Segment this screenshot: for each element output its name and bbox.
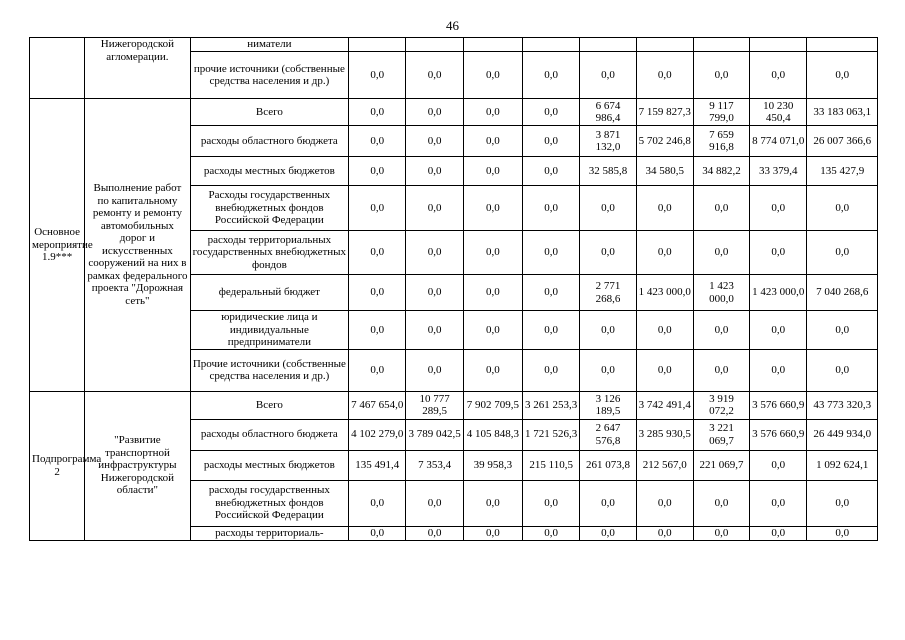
value-cell: 6 674 986,4 [580,99,636,126]
value-cell: 0,0 [463,480,522,526]
value-cell: 0,0 [463,186,522,231]
value-cell: 10 777 289,5 [406,391,463,419]
value-cell: 0,0 [693,186,749,231]
value-cell [580,38,636,52]
value-cell: 7 467 654,0 [349,391,406,419]
value-cell: 10 230 450,4 [750,99,807,126]
value-cell: 39 958,3 [463,450,522,480]
value-cell: 4 105 848,3 [463,419,522,450]
value-cell: 8 774 071,0 [750,126,807,157]
value-cell: 0,0 [463,126,522,157]
value-cell: 0,0 [750,186,807,231]
value-cell: 0,0 [406,349,463,391]
value-cell: 0,0 [406,157,463,186]
value-cell: 0,0 [750,526,807,540]
value-cell: 0,0 [406,480,463,526]
value-cell: 0,0 [406,275,463,311]
value-cell: 3 285 930,5 [636,419,693,450]
funding-source-cell: прочие источники (собственные средства населения и др.) [190,52,349,99]
value-cell: 1 423 000,0 [693,275,749,311]
value-cell: 0,0 [693,526,749,540]
value-cell: 0,0 [406,126,463,157]
value-cell: 0,0 [636,231,693,275]
table-row [30,99,878,126]
value-cell: 0,0 [463,157,522,186]
value-cell: 33 379,4 [750,157,807,186]
value-cell: 7 902 709,5 [463,391,522,419]
funding-source-cell: расходы областного бюджета [190,419,349,450]
value-cell: 0,0 [636,186,693,231]
value-cell: 0,0 [807,311,878,350]
value-cell: 212 567,0 [636,450,693,480]
value-cell: 26 449 934,0 [807,419,878,450]
value-cell: 7 659 916,8 [693,126,749,157]
value-cell: 0,0 [349,52,406,99]
value-cell: 7 159 827,3 [636,99,693,126]
value-cell: 3 871 132,0 [580,126,636,157]
funding-source-cell: федеральный бюджет [190,275,349,311]
value-cell: 0,0 [463,99,522,126]
value-cell: 0,0 [807,349,878,391]
value-cell: 0,0 [406,526,463,540]
value-cell [463,38,522,52]
value-cell [406,38,463,52]
budget-table [29,37,878,541]
value-cell: 0,0 [523,186,580,231]
value-cell: 0,0 [523,231,580,275]
measure-cell [30,38,85,99]
value-cell: 0,0 [807,231,878,275]
value-cell: 5 702 246,8 [636,126,693,157]
value-cell: 0,0 [750,52,807,99]
value-cell: 0,0 [636,480,693,526]
value-cell: 0,0 [807,480,878,526]
value-cell: 0,0 [580,52,636,99]
value-cell: 0,0 [463,231,522,275]
value-cell: 0,0 [750,311,807,350]
table-row [30,391,878,419]
value-cell: 0,0 [636,311,693,350]
value-cell: 3 221 069,7 [693,419,749,450]
funding-source-cell: расходы местных бюджетов [190,157,349,186]
value-cell: 0,0 [463,526,522,540]
value-cell: 0,0 [406,99,463,126]
value-cell [693,38,749,52]
value-cell: 3 261 253,3 [523,391,580,419]
value-cell: 0,0 [406,231,463,275]
funding-source-cell: Прочие источники (собственные средства населения и др.) [190,349,349,391]
funding-source-cell: ниматели [190,38,349,52]
value-cell: 0,0 [523,275,580,311]
value-cell: 0,0 [523,126,580,157]
value-cell: 3 742 491,4 [636,391,693,419]
value-cell: 0,0 [807,52,878,99]
value-cell: 0,0 [349,126,406,157]
title-cell: Нижегородской агломерации. [85,38,190,99]
value-cell: 221 069,7 [693,450,749,480]
value-cell: 135 427,9 [807,157,878,186]
value-cell: 0,0 [406,311,463,350]
value-cell: 1 423 000,0 [636,275,693,311]
value-cell: 0,0 [349,157,406,186]
value-cell: 0,0 [349,231,406,275]
value-cell: 3 576 660,9 [750,391,807,419]
value-cell: 34 580,5 [636,157,693,186]
title-cell: "Развитие транспортной инфраструктуры Нижегородской области" [85,391,190,540]
value-cell: 1 092 624,1 [807,450,878,480]
value-cell: 0,0 [523,52,580,99]
title-cell: Выполнение работ по капитальному ремонту и ремонту автомобильных дорог и искусственных сооружений на них в рамках федерального проекта "Дорожная сеть" [85,99,190,392]
value-cell [349,38,406,52]
value-cell: 215 110,5 [523,450,580,480]
value-cell: 0,0 [636,52,693,99]
value-cell: 0,0 [580,526,636,540]
value-cell: 0,0 [750,349,807,391]
value-cell: 3 789 042,5 [406,419,463,450]
value-cell: 0,0 [349,99,406,126]
funding-source-cell: расходы государственных внебюджетных фондов Российской Федерации [190,480,349,526]
value-cell: 1 721 526,3 [523,419,580,450]
value-cell: 0,0 [580,311,636,350]
value-cell: 0,0 [807,186,878,231]
value-cell: 3 126 189,5 [580,391,636,419]
page-number: 46 [446,18,459,33]
value-cell: 33 183 063,1 [807,99,878,126]
value-cell: 3 576 660,9 [750,419,807,450]
value-cell: 0,0 [636,526,693,540]
measure-cell: Подпрограмма 2 [30,391,85,540]
value-cell: 26 007 366,6 [807,126,878,157]
value-cell [750,38,807,52]
value-cell: 0,0 [463,311,522,350]
value-cell: 0,0 [750,480,807,526]
value-cell: 0,0 [580,186,636,231]
value-cell: 0,0 [349,480,406,526]
value-cell [807,38,878,52]
funding-source-cell: расходы местных бюджетов [190,450,349,480]
value-cell: 0,0 [580,231,636,275]
value-cell: 0,0 [750,450,807,480]
value-cell: 0,0 [636,349,693,391]
value-cell: 261 073,8 [580,450,636,480]
value-cell: 0,0 [406,52,463,99]
value-cell: 2 771 268,6 [580,275,636,311]
value-cell: 0,0 [463,275,522,311]
value-cell: 2 647 576,8 [580,419,636,450]
value-cell: 0,0 [523,526,580,540]
funding-source-cell: Расходы государственных внебюджетных фондов Российской Федерации [190,186,349,231]
table-row [30,38,878,52]
value-cell: 0,0 [807,526,878,540]
value-cell [636,38,693,52]
value-cell: 0,0 [349,275,406,311]
funding-source-cell: расходы территориальных государственных внебюджетных фондов [190,231,349,275]
value-cell: 0,0 [523,311,580,350]
value-cell: 0,0 [406,186,463,231]
value-cell: 0,0 [349,349,406,391]
value-cell: 0,0 [750,231,807,275]
funding-source-cell: расходы территориаль- [190,526,349,540]
value-cell: 7 353,4 [406,450,463,480]
value-cell: 43 773 320,3 [807,391,878,419]
value-cell: 0,0 [693,231,749,275]
value-cell: 0,0 [349,526,406,540]
value-cell: 0,0 [523,99,580,126]
value-cell: 135 491,4 [349,450,406,480]
value-cell: 0,0 [693,311,749,350]
value-cell: 9 117 799,0 [693,99,749,126]
value-cell: 0,0 [523,480,580,526]
value-cell: 0,0 [693,52,749,99]
value-cell: 0,0 [693,480,749,526]
value-cell: 0,0 [349,311,406,350]
value-cell: 0,0 [463,52,522,99]
value-cell: 34 882,2 [693,157,749,186]
value-cell: 1 423 000,0 [750,275,807,311]
value-cell: 0,0 [580,480,636,526]
value-cell: 32 585,8 [580,157,636,186]
value-cell: 0,0 [349,186,406,231]
funding-source-cell: расходы областного бюджета [190,126,349,157]
value-cell: 0,0 [523,157,580,186]
value-cell: 4 102 279,0 [349,419,406,450]
value-cell: 0,0 [580,349,636,391]
value-cell: 0,0 [693,349,749,391]
value-cell: 3 919 072,2 [693,391,749,419]
measure-cell: Основное мероприятие 1.9*** [30,99,85,392]
value-cell [523,38,580,52]
value-cell: 7 040 268,6 [807,275,878,311]
value-cell: 0,0 [463,349,522,391]
value-cell: 0,0 [523,349,580,391]
funding-source-cell: Всего [190,99,349,126]
funding-source-cell: юридические лица и индивидуальные предприниматели [190,311,349,350]
funding-source-cell: Всего [190,391,349,419]
